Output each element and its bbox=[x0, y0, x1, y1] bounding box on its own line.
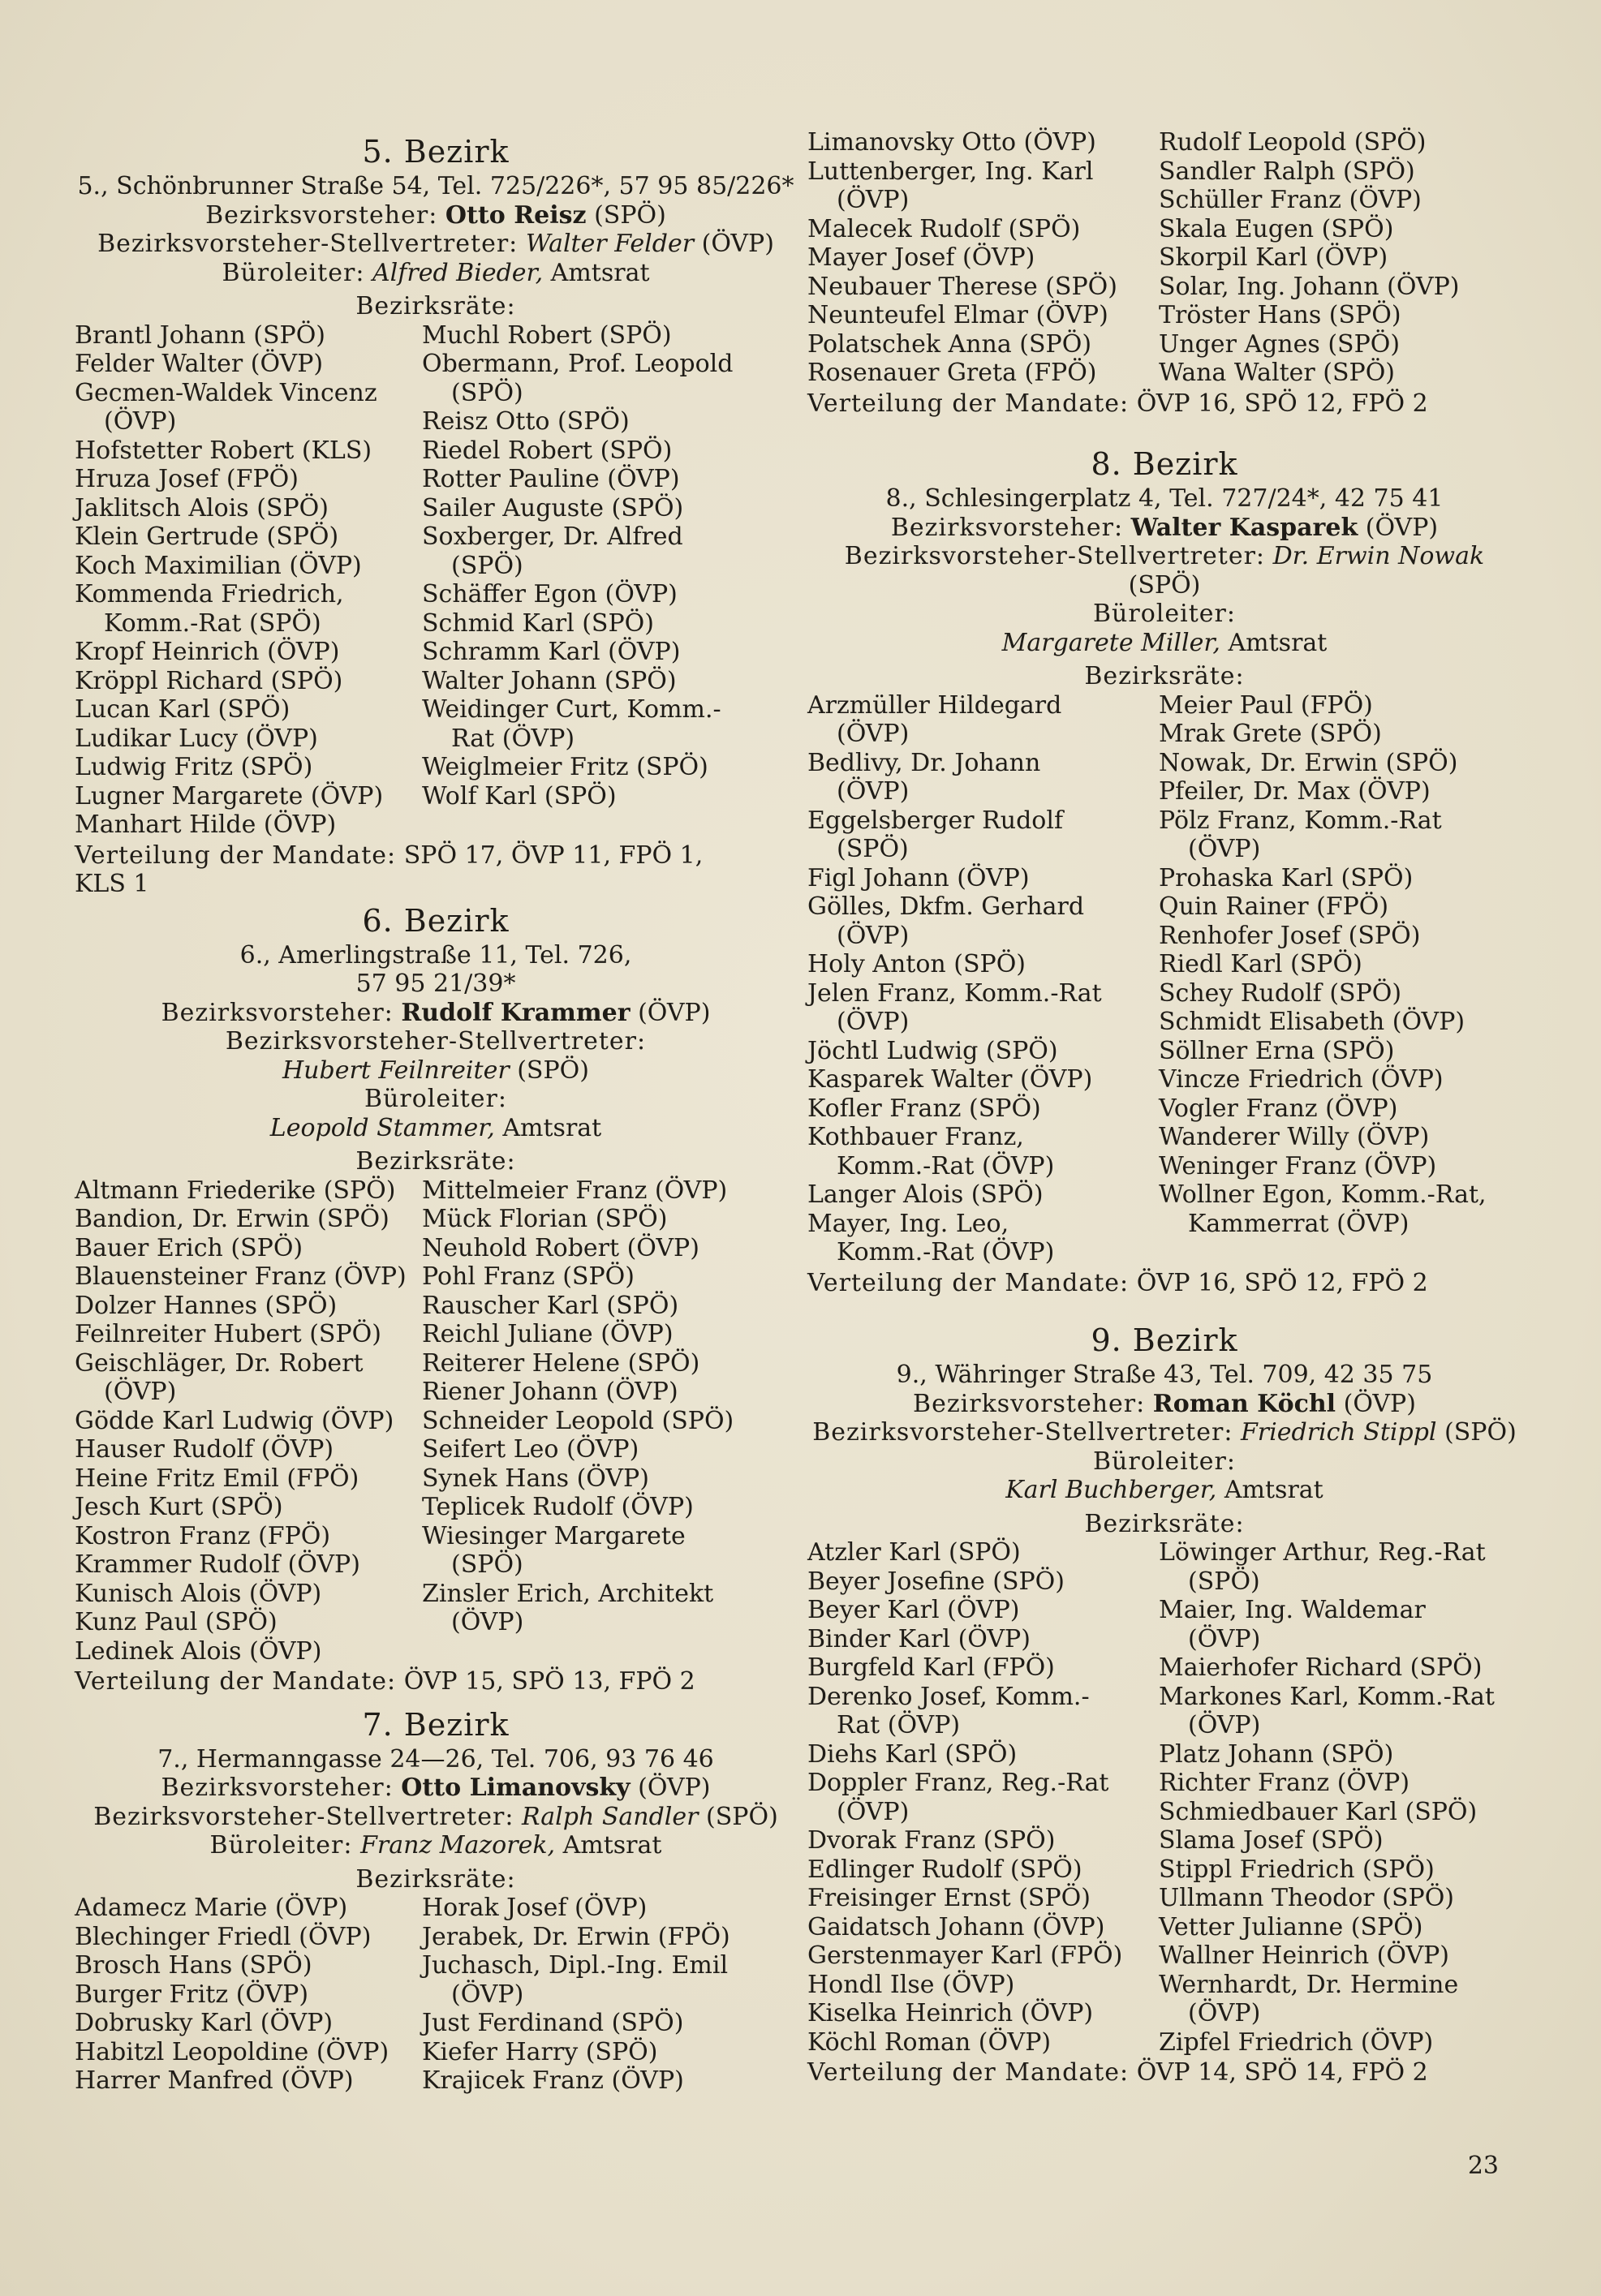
mandates-label: Verteilung der Mandate: bbox=[807, 2058, 1130, 2087]
district-9-deputy bbox=[807, 1418, 1521, 1447]
district-8-office-label: Büroleiter: bbox=[1093, 600, 1236, 628]
council-member: Vincze Friedrich (ÖVP) bbox=[1159, 1065, 1444, 1094]
council-member: Luttenberger, Ing. Karl bbox=[807, 157, 1094, 186]
district-7-deputy bbox=[75, 1803, 797, 1832]
council-member: Bauer Erich (SPÖ) bbox=[75, 1233, 303, 1262]
council-member: Riedl Karl (SPÖ) bbox=[1159, 950, 1362, 978]
council-member: Koch Maximilian (ÖVP) bbox=[75, 551, 362, 580]
district-6-mandates bbox=[75, 1667, 797, 1696]
district-5-office bbox=[75, 259, 797, 288]
council-member: Geischläger, Dr. Robert bbox=[75, 1348, 364, 1378]
district-8-section bbox=[807, 445, 1521, 1297]
council-member: Gerstenmayer Karl (FPÖ) bbox=[807, 1941, 1123, 1970]
council-member: Pfeiler, Dr. Max (ÖVP) bbox=[1159, 777, 1431, 806]
mandates-label: Verteilung der Mandate: bbox=[807, 1268, 1130, 1297]
council-member: Adamecz Marie (ÖVP) bbox=[75, 1894, 348, 1922]
council-member: Freisinger Ernst (SPÖ) bbox=[807, 1884, 1091, 1912]
council-member: Quin Rainer (FPÖ) bbox=[1159, 892, 1389, 921]
council-member: (ÖVP) bbox=[1188, 1624, 1261, 1653]
council-member: Jaklitsch Alois (SPÖ) bbox=[75, 493, 329, 522]
district-5-council-label: Bezirksräte: bbox=[355, 292, 516, 320]
council-member: Kasparek Walter (ÖVP) bbox=[807, 1065, 1093, 1094]
office-name: Leopold Stammer, bbox=[269, 1113, 495, 1142]
district-6-office-label: Büroleiter: bbox=[364, 1085, 507, 1113]
head-party: (ÖVP) bbox=[1343, 1389, 1416, 1418]
council-member: (ÖVP) bbox=[837, 186, 910, 214]
council-member: Wana Walter (SPÖ) bbox=[1159, 359, 1395, 387]
council-member: Krammer Rudolf (ÖVP) bbox=[75, 1550, 360, 1579]
council-member: (SPÖ) bbox=[451, 378, 523, 407]
district-8-address: 8., Schlesingerplatz 4, Tel. 727/24*, 42 75 41 bbox=[885, 484, 1444, 513]
district-8-mandates bbox=[807, 1269, 1521, 1298]
council-member: Derenko Josef, Komm.- bbox=[807, 1682, 1090, 1711]
district-5-mandates bbox=[75, 841, 797, 871]
district-7-mandates bbox=[807, 389, 1521, 419]
head-party: (SPÖ) bbox=[594, 200, 666, 230]
council-member: Nowak, Dr. Erwin (SPÖ) bbox=[1159, 748, 1458, 777]
council-member: Riener Johann (ÖVP) bbox=[422, 1378, 678, 1406]
council-member: Markones Karl, Komm.-Rat bbox=[1159, 1682, 1495, 1711]
district-5-section bbox=[75, 133, 797, 899]
council-member: Limanovsky Otto (ÖVP) bbox=[807, 128, 1096, 157]
district-9-office bbox=[807, 1476, 1521, 1505]
left-column bbox=[75, 130, 797, 2096]
council-member: Lugner Margarete (ÖVP) bbox=[75, 781, 384, 810]
council-member: Schey Rudolf (SPÖ) bbox=[1159, 978, 1402, 1008]
council-member: Jöchtl Ludwig (SPÖ) bbox=[807, 1036, 1058, 1065]
council-member: Just Ferdinand (SPÖ) bbox=[422, 2009, 684, 2037]
district-8-title: 8. Bezirk bbox=[1091, 446, 1238, 482]
district-5-council-list bbox=[75, 321, 797, 840]
district-7-section bbox=[75, 1706, 797, 2096]
district-5-title: 5. Bezirk bbox=[362, 134, 510, 170]
district-7-title: 7. Bezirk bbox=[362, 1706, 510, 1743]
council-member: Gölles, Dkfm. Gerhard bbox=[807, 892, 1085, 921]
council-member: Rosenauer Greta (FPÖ) bbox=[807, 359, 1097, 387]
council-member: Zinsler Erich, Architekt bbox=[422, 1579, 714, 1608]
district-6-address-1: 6., Amerlingstraße 11, Tel. 726, bbox=[239, 940, 632, 970]
council-member: Polatschek Anna (SPÖ) bbox=[807, 329, 1092, 359]
council-member: Wernhardt, Dr. Hermine bbox=[1159, 1970, 1459, 1999]
deputy-label: Bezirksvorsteher-Stellvertreter: bbox=[93, 1802, 514, 1831]
council-member: Rudolf Leopold (SPÖ) bbox=[1159, 128, 1427, 157]
council-member: Kofler Franz (SPÖ) bbox=[807, 1094, 1041, 1123]
council-member: Sandler Ralph (SPÖ) bbox=[1159, 157, 1415, 186]
district-9-address: 9., Währinger Straße 43, Tel. 709, 42 35 75 bbox=[896, 1361, 1433, 1389]
council-member: Teplicek Rudolf (ÖVP) bbox=[422, 1493, 694, 1521]
council-member: Jesch Kurt (SPÖ) bbox=[75, 1493, 283, 1521]
council-member: Weninger Franz (ÖVP) bbox=[1159, 1151, 1437, 1180]
council-member: Reisz Otto (SPÖ) bbox=[422, 407, 630, 436]
district-5-head bbox=[75, 201, 797, 230]
council-member: Mayer Josef (ÖVP) bbox=[807, 243, 1035, 272]
council-member: Rotter Pauline (ÖVP) bbox=[422, 465, 680, 493]
district-9-head bbox=[807, 1390, 1521, 1419]
district-8-council-list bbox=[807, 691, 1521, 1267]
council-member: Mück Florian (SPÖ) bbox=[422, 1205, 668, 1233]
office-name: Franz Mazorek, bbox=[360, 1831, 556, 1860]
head-label: Bezirksvorsteher: bbox=[205, 200, 438, 230]
council-member: (SPÖ) bbox=[1188, 1567, 1260, 1596]
council-member: Pölz Franz, Komm.-Rat bbox=[1159, 806, 1442, 835]
council-member: Vetter Julianne (SPÖ) bbox=[1159, 1912, 1423, 1941]
council-member: Weidinger Curt, Komm.- bbox=[422, 695, 721, 724]
council-member: (ÖVP) bbox=[837, 1008, 910, 1036]
council-member: Brosch Hans (SPÖ) bbox=[75, 1951, 312, 1980]
council-member: Solar, Ing. Johann (ÖVP) bbox=[1159, 272, 1460, 301]
council-member: (SPÖ) bbox=[451, 551, 523, 580]
council-member: Wolf Karl (SPÖ) bbox=[422, 781, 617, 810]
council-member: Jerabek, Dr. Erwin (FPÖ) bbox=[422, 1922, 730, 1951]
head-party: (ÖVP) bbox=[638, 1774, 711, 1802]
district-5-mandates-cont: KLS 1 bbox=[75, 870, 149, 898]
council-member: Hofstetter Robert (KLS) bbox=[75, 436, 372, 465]
office-label: Büroleiter: bbox=[222, 258, 365, 287]
council-member: Tröster Hans (SPÖ) bbox=[1159, 301, 1401, 329]
head-party: (ÖVP) bbox=[638, 998, 711, 1027]
council-member: Pohl Franz (SPÖ) bbox=[422, 1262, 635, 1291]
council-member: Harrer Manfred (ÖVP) bbox=[75, 2066, 354, 2095]
council-member: Schmid Karl (SPÖ) bbox=[422, 608, 654, 638]
council-member: Dobrusky Karl (ÖVP) bbox=[75, 2009, 334, 2037]
council-member: (ÖVP) bbox=[1188, 1999, 1261, 2027]
council-member: Eggelsberger Rudolf bbox=[807, 806, 1064, 835]
council-member: Kunz Paul (SPÖ) bbox=[75, 1608, 278, 1636]
mandates-values: ÖVP 15, SPÖ 13, FPÖ 2 bbox=[403, 1667, 695, 1696]
council-member: Meier Paul (FPÖ) bbox=[1159, 690, 1373, 720]
council-member: Vogler Franz (ÖVP) bbox=[1159, 1094, 1398, 1123]
council-member: Kunisch Alois (ÖVP) bbox=[75, 1579, 322, 1608]
council-member: Neubauer Therese (SPÖ) bbox=[807, 272, 1117, 301]
district-9-council-list bbox=[807, 1538, 1521, 2057]
council-member: Beyer Karl (ÖVP) bbox=[807, 1596, 1020, 1624]
council-member: Reichl Juliane (ÖVP) bbox=[422, 1320, 674, 1348]
district-7-address: 7., Hermanngasse 24—26, Tel. 706, 93 76 46 bbox=[157, 1744, 714, 1774]
mandates-label: Verteilung der Mandate: bbox=[75, 1667, 397, 1696]
district-6-address-2: 57 95 21/39* bbox=[355, 970, 516, 998]
council-member: Gaidatsch Johann (ÖVP) bbox=[807, 1912, 1105, 1941]
council-member: Altmann Friederike (SPÖ) bbox=[75, 1176, 396, 1205]
district-5-address: 5., Schönbrunner Straße 54, Tel. 725/226*, 57 95 85/226* bbox=[77, 172, 794, 200]
council-member: Heine Fritz Emil (FPÖ) bbox=[75, 1464, 359, 1493]
council-member: Hondl Ilse (ÖVP) bbox=[807, 1970, 1015, 1999]
district-6-office bbox=[75, 1114, 797, 1143]
council-member: Skorpil Karl (ÖVP) bbox=[1159, 243, 1388, 272]
council-member: Holy Anton (SPÖ) bbox=[807, 950, 1026, 978]
head-name: Rudolf Krammer bbox=[401, 998, 631, 1027]
council-member: Platz Johann (SPÖ) bbox=[1159, 1739, 1394, 1769]
council-member: Kammerrat (ÖVP) bbox=[1188, 1209, 1409, 1238]
district-7-office bbox=[75, 1831, 797, 1860]
council-member: Richter Franz (ÖVP) bbox=[1159, 1769, 1410, 1797]
council-member: Dvorak Franz (SPÖ) bbox=[807, 1826, 1056, 1855]
mandates-values: ÖVP 14, SPÖ 14, FPÖ 2 bbox=[1136, 2058, 1428, 2087]
council-member: Neuhold Robert (ÖVP) bbox=[422, 1233, 699, 1262]
council-member: Rat (ÖVP) bbox=[451, 724, 575, 753]
district-9-office-label: Büroleiter: bbox=[1093, 1447, 1236, 1476]
council-member: Stippl Friedrich (SPÖ) bbox=[1159, 1855, 1435, 1884]
district-6-deputy-label: Bezirksvorsteher-Stellvertreter: bbox=[225, 1027, 647, 1056]
deputy-name: Ralph Sandler bbox=[522, 1802, 699, 1831]
council-member: Blauensteiner Franz (ÖVP) bbox=[75, 1262, 407, 1291]
mandates-values: ÖVP 16, SPÖ 12, FPÖ 2 bbox=[1136, 1268, 1428, 1297]
mandates-values: ÖVP 16, SPÖ 12, FPÖ 2 bbox=[1136, 389, 1428, 418]
council-member bbox=[422, 1637, 797, 1666]
council-member: Ludikar Lucy (ÖVP) bbox=[75, 724, 318, 753]
council-member: Sailer Auguste (SPÖ) bbox=[422, 493, 684, 522]
council-member: Burger Fritz (ÖVP) bbox=[75, 1980, 309, 2009]
office-name: Margarete Miller, bbox=[1001, 628, 1220, 657]
council-member: Rat (ÖVP) bbox=[837, 1711, 961, 1739]
council-member: Atzler Karl (SPÖ) bbox=[807, 1538, 1021, 1567]
district-7-head bbox=[75, 1774, 797, 1803]
deputy-party: (SPÖ) bbox=[1444, 1418, 1517, 1447]
council-member: Obermann, Prof. Leopold bbox=[422, 350, 734, 378]
deputy-label: Bezirksvorsteher-Stellvertreter: bbox=[844, 542, 1266, 570]
council-member bbox=[1159, 1238, 1521, 1267]
council-member: Zipfel Friedrich (ÖVP) bbox=[1159, 2027, 1434, 2057]
office-title: Amtsrat bbox=[502, 1113, 602, 1142]
deputy-name: Walter Felder bbox=[525, 230, 695, 258]
council-member: Wallner Heinrich (ÖVP) bbox=[1159, 1941, 1450, 1970]
council-member: Komm.-Rat (ÖVP) bbox=[837, 1151, 1055, 1180]
office-label: Büroleiter: bbox=[209, 1831, 353, 1860]
council-member: (SPÖ) bbox=[837, 835, 909, 863]
district-9-mandates bbox=[807, 2058, 1521, 2087]
council-member: Maier, Ing. Waldemar bbox=[1159, 1596, 1426, 1624]
council-member: Mrak Grete (SPÖ) bbox=[1159, 720, 1382, 748]
council-member: Wanderer Willy (ÖVP) bbox=[1159, 1123, 1430, 1151]
council-member: Arzmüller Hildegard bbox=[807, 690, 1062, 720]
council-member: Lucan Karl (SPÖ) bbox=[75, 695, 291, 724]
council-member: (ÖVP) bbox=[837, 921, 910, 950]
council-member: (ÖVP) bbox=[837, 777, 910, 806]
council-member: Kiefer Harry (SPÖ) bbox=[422, 2037, 658, 2066]
district-6-title: 6. Bezirk bbox=[362, 902, 510, 939]
council-member: Rauscher Karl (SPÖ) bbox=[422, 1291, 679, 1320]
council-member: (ÖVP) bbox=[1188, 1711, 1261, 1739]
council-member: Kropf Heinrich (ÖVP) bbox=[75, 638, 340, 666]
deputy-party: (SPÖ) bbox=[1128, 570, 1201, 600]
district-9-council-label: Bezirksräte: bbox=[1084, 1509, 1245, 1538]
council-member: Brantl Johann (SPÖ) bbox=[75, 320, 325, 350]
council-member: Dolzer Hannes (SPÖ) bbox=[75, 1291, 338, 1320]
council-member: Bedlivy, Dr. Johann bbox=[807, 748, 1041, 777]
council-member: Reiterer Helene (SPÖ) bbox=[422, 1348, 700, 1378]
district-8-head bbox=[807, 514, 1521, 543]
district-8-council-label: Bezirksräte: bbox=[1084, 662, 1245, 690]
head-name: Roman Köchl bbox=[1152, 1389, 1336, 1418]
council-member: Gecmen-Waldek Vincenz bbox=[75, 378, 377, 407]
council-member: Binder Karl (ÖVP) bbox=[807, 1624, 1031, 1653]
district-8-office bbox=[807, 629, 1521, 658]
district-8-deputy bbox=[807, 542, 1521, 600]
council-member: (ÖVP) bbox=[451, 1980, 524, 2009]
district-6-council-label: Bezirksräte: bbox=[355, 1147, 516, 1176]
head-label: Bezirksvorsteher: bbox=[161, 1774, 394, 1802]
office-title: Amtsrat bbox=[1224, 1476, 1323, 1504]
council-member: Ludwig Fritz (SPÖ) bbox=[75, 753, 313, 781]
council-member: (ÖVP) bbox=[451, 1608, 524, 1636]
council-member: Soxberger, Dr. Alfred bbox=[422, 522, 683, 551]
head-party: (ÖVP) bbox=[1365, 513, 1439, 542]
council-member: Neunteufel Elmar (ÖVP) bbox=[807, 301, 1108, 329]
head-name: Walter Kasparek bbox=[1130, 513, 1358, 542]
council-member: Muchl Robert (SPÖ) bbox=[422, 320, 672, 350]
council-member: Gödde Karl Ludwig (ÖVP) bbox=[75, 1406, 394, 1435]
mandates-label: Verteilung der Mandate: bbox=[75, 841, 397, 870]
office-title: Amtsrat bbox=[562, 1831, 662, 1860]
council-member: Schäffer Egon (ÖVP) bbox=[422, 580, 678, 608]
deputy-party: (SPÖ) bbox=[517, 1056, 589, 1085]
council-member: Klein Gertrude (SPÖ) bbox=[75, 522, 339, 551]
district-7-continued bbox=[807, 128, 1521, 418]
council-member: Renhofer Josef (SPÖ) bbox=[1159, 921, 1421, 950]
council-member: Kostron Franz (FPÖ) bbox=[75, 1521, 331, 1550]
council-member: Kröppl Richard (SPÖ) bbox=[75, 666, 343, 695]
council-member: Blechinger Friedl (ÖVP) bbox=[75, 1922, 372, 1951]
district-6-head bbox=[75, 999, 797, 1028]
council-member: Kommenda Friedrich, bbox=[75, 580, 344, 608]
council-member: Hruza Josef (FPÖ) bbox=[75, 465, 299, 493]
mandates-label: Verteilung der Mandate: bbox=[807, 389, 1130, 418]
district-9-section bbox=[807, 1322, 1521, 2087]
council-member: Riedel Robert (SPÖ) bbox=[422, 436, 673, 465]
council-member: Feilnreiter Hubert (SPÖ) bbox=[75, 1320, 381, 1348]
office-name: Karl Buchberger, bbox=[1005, 1476, 1217, 1504]
council-member: Schneider Leopold (SPÖ) bbox=[422, 1406, 734, 1435]
council-member: Manhart Hilde (ÖVP) bbox=[75, 810, 337, 839]
council-member: Mittelmeier Franz (ÖVP) bbox=[422, 1176, 728, 1205]
district-6-section bbox=[75, 902, 797, 1696]
council-member: Synek Hans (ÖVP) bbox=[422, 1464, 649, 1493]
deputy-party: (SPÖ) bbox=[706, 1802, 778, 1831]
head-name: Otto Reisz bbox=[445, 200, 587, 230]
deputy-name: Hubert Feilnreiter bbox=[282, 1056, 510, 1085]
council-member: Burgfeld Karl (FPÖ) bbox=[807, 1653, 1055, 1682]
deputy-name: Friedrich Stippl bbox=[1240, 1418, 1437, 1447]
council-member: (ÖVP) bbox=[837, 720, 910, 748]
council-member: Schmidt Elisabeth (ÖVP) bbox=[1159, 1008, 1465, 1036]
council-member: Edlinger Rudolf (SPÖ) bbox=[807, 1855, 1082, 1884]
head-label: Bezirksvorsteher: bbox=[890, 513, 1124, 542]
council-member: Mayer, Ing. Leo, bbox=[807, 1209, 1009, 1238]
council-member: Jelen Franz, Komm.-Rat bbox=[807, 978, 1102, 1008]
council-member: Juchasch, Dipl.-Ing. Emil bbox=[422, 1951, 729, 1980]
council-member: Slama Josef (SPÖ) bbox=[1159, 1826, 1384, 1855]
right-column bbox=[807, 128, 1521, 2087]
council-member: (ÖVP) bbox=[837, 1797, 910, 1826]
council-member: (ÖVP) bbox=[1188, 835, 1261, 863]
council-member: Kothbauer Franz, bbox=[807, 1123, 1024, 1151]
district-5-deputy bbox=[75, 230, 797, 259]
council-member: Söllner Erna (SPÖ) bbox=[1159, 1036, 1395, 1065]
council-member: Wiesinger Margarete bbox=[422, 1521, 686, 1550]
district-7-council-label: Bezirksräte: bbox=[355, 1864, 516, 1894]
council-member: Habitzl Leopoldine (ÖVP) bbox=[75, 2037, 389, 2066]
council-member: Malecek Rudolf (SPÖ) bbox=[807, 214, 1081, 243]
council-member: Hauser Rudolf (ÖVP) bbox=[75, 1435, 334, 1464]
council-member: Diehs Karl (SPÖ) bbox=[807, 1739, 1018, 1769]
council-member: Horak Josef (ÖVP) bbox=[422, 1894, 648, 1922]
deputy-name: Dr. Erwin Nowak bbox=[1272, 542, 1485, 570]
council-member: Köchl Roman (ÖVP) bbox=[807, 2027, 1052, 2057]
council-member: Komm.-Rat (SPÖ) bbox=[104, 608, 321, 638]
council-member: Krajicek Franz (ÖVP) bbox=[422, 2066, 684, 2095]
council-member: Beyer Josefine (SPÖ) bbox=[807, 1567, 1065, 1596]
council-member: Löwinger Arthur, Reg.-Rat bbox=[1159, 1538, 1486, 1567]
head-label: Bezirksvorsteher: bbox=[161, 998, 394, 1027]
head-name: Otto Limanovsky bbox=[401, 1774, 631, 1802]
council-member: Schramm Karl (ÖVP) bbox=[422, 638, 681, 666]
deputy-label: Bezirksvorsteher-Stellvertreter: bbox=[97, 230, 519, 258]
council-member: Weiglmeier Fritz (SPÖ) bbox=[422, 753, 708, 781]
council-member: Prohaska Karl (SPÖ) bbox=[1159, 863, 1414, 892]
council-member: (ÖVP) bbox=[104, 1378, 177, 1406]
council-member bbox=[422, 810, 797, 840]
page-number: 23 bbox=[1467, 2152, 1499, 2180]
district-7-council-list-cont bbox=[807, 128, 1521, 388]
council-member: Wollner Egon, Komm.-Rat, bbox=[1159, 1180, 1487, 1209]
deputy-label: Bezirksvorsteher-Stellvertreter: bbox=[812, 1418, 1233, 1447]
council-member: Ullmann Theodor (SPÖ) bbox=[1159, 1884, 1455, 1912]
council-member: Seifert Leo (ÖVP) bbox=[422, 1435, 639, 1464]
council-member: Kiselka Heinrich (ÖVP) bbox=[807, 1999, 1094, 2027]
district-6-deputy bbox=[75, 1056, 797, 1086]
council-member: Schmiedbauer Karl (SPÖ) bbox=[1159, 1797, 1478, 1826]
council-member: (ÖVP) bbox=[104, 407, 177, 436]
district-9-title: 9. Bezirk bbox=[1091, 1322, 1238, 1358]
council-member: Unger Agnes (SPÖ) bbox=[1159, 329, 1401, 359]
council-member: Skala Eugen (SPÖ) bbox=[1159, 214, 1394, 243]
council-member: Maierhofer Richard (SPÖ) bbox=[1159, 1653, 1483, 1682]
office-title: Amtsrat bbox=[550, 258, 650, 287]
council-member: Langer Alois (SPÖ) bbox=[807, 1180, 1044, 1209]
council-member: Walter Johann (SPÖ) bbox=[422, 666, 677, 695]
council-member: Doppler Franz, Reg.-Rat bbox=[807, 1769, 1109, 1797]
council-member: Komm.-Rat (ÖVP) bbox=[837, 1238, 1055, 1266]
office-name: Alfred Bieder, bbox=[372, 258, 544, 287]
office-title: Amtsrat bbox=[1228, 628, 1328, 657]
council-member: Schüller Franz (ÖVP) bbox=[1159, 186, 1422, 214]
council-member: Felder Walter (ÖVP) bbox=[75, 350, 324, 378]
council-member: Ledinek Alois (ÖVP) bbox=[75, 1636, 322, 1666]
council-member: (SPÖ) bbox=[451, 1550, 523, 1579]
deputy-party: (ÖVP) bbox=[701, 230, 774, 258]
head-label: Bezirksvorsteher: bbox=[913, 1389, 1146, 1418]
council-member: Figl Johann (ÖVP) bbox=[807, 863, 1030, 892]
council-member: Bandion, Dr. Erwin (SPÖ) bbox=[75, 1205, 389, 1233]
mandates-values: SPÖ 17, ÖVP 11, FPÖ 1, bbox=[403, 841, 704, 870]
district-6-council-list bbox=[75, 1176, 797, 1666]
district-7-council-list bbox=[75, 1894, 797, 2096]
